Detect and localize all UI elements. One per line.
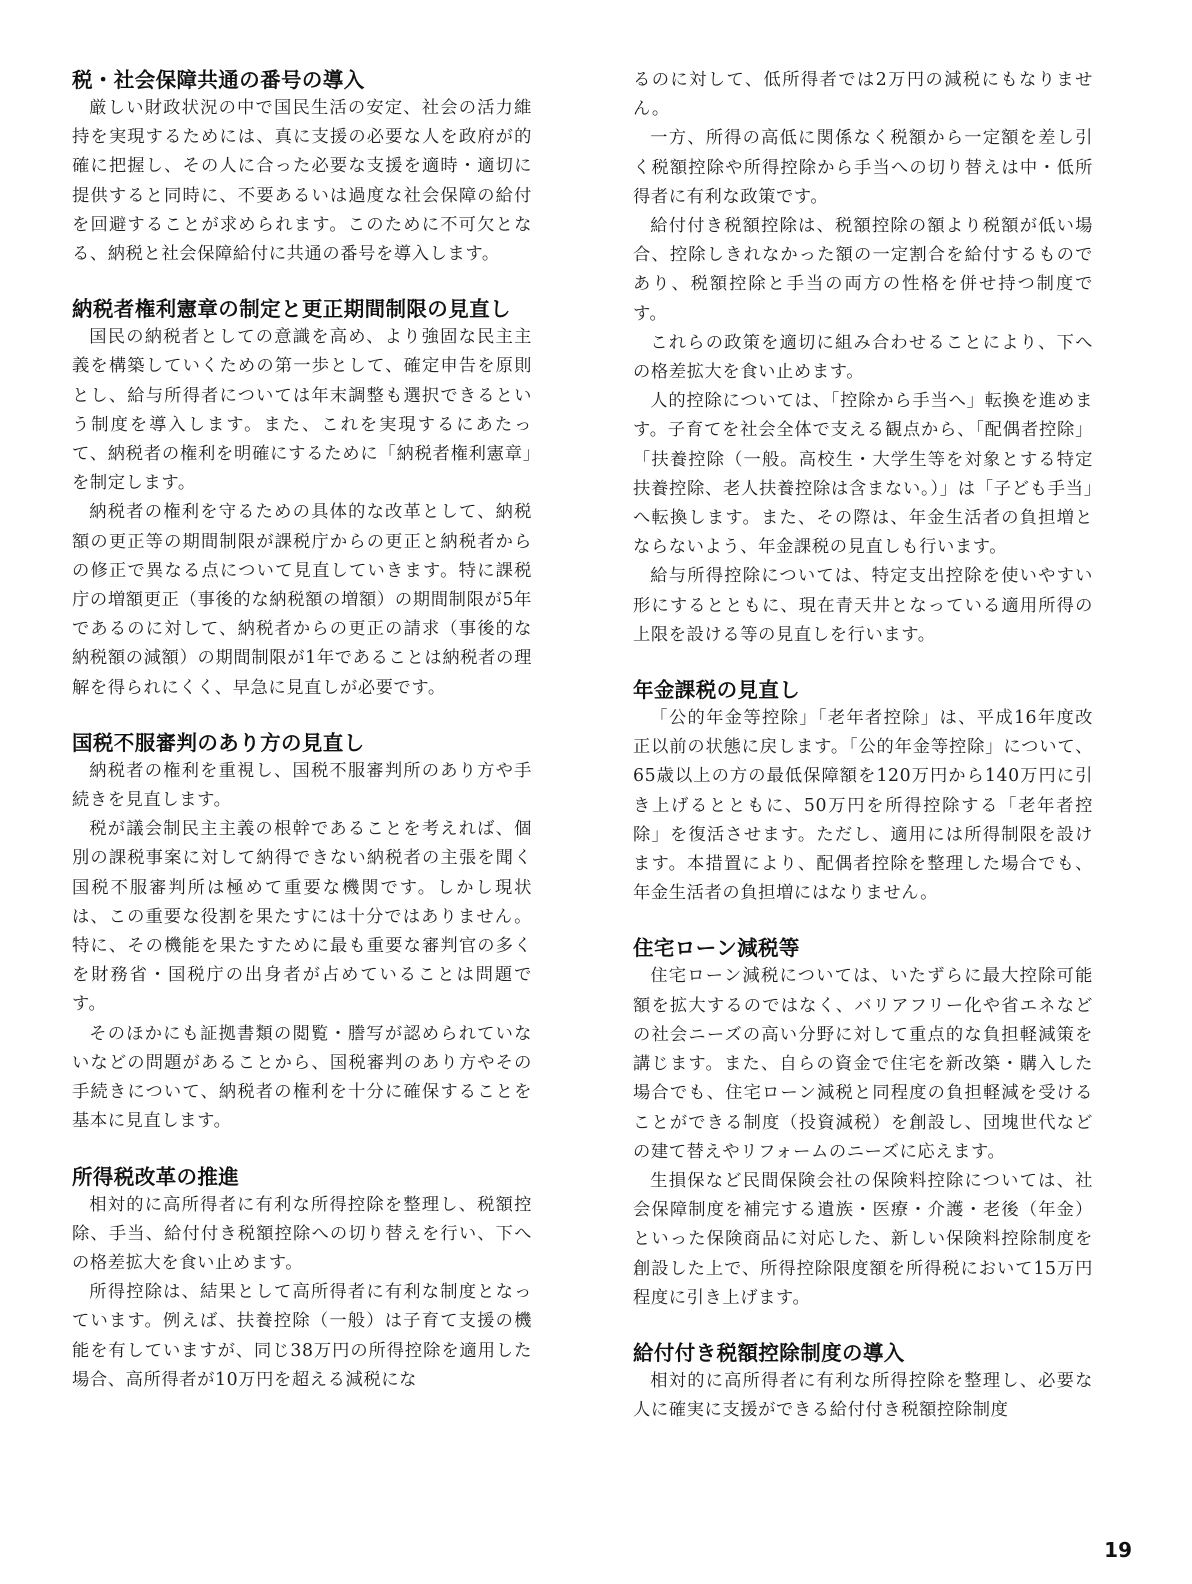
body-paragraph: 納税者の権利を守るための具体的な改革として、納税額の更正等の期間制限が課税庁からの更正と納税者からの修正で異なる点について見直していきます。特に課税庁の増額更正（事後的な納税額の増額）の期間制限が5年であるのに対して、納税者からの更正の請求（事後的な納税額の減額）の期間制限が1年であることは納税者の理解を得られにくく、早急に見直しが必要です。 xyxy=(72,502,532,698)
body-paragraph: 納税者の権利を重視し、国税不服審判所のあり方や手続きを見直します。 xyxy=(72,760,532,811)
body-paragraph: 厳しい財政状況の中で国民生活の安定、社会の活力維持を実現するためには、真に支援の必要な人を政府が的確に把握し、その人に合った必要な支援を適時・適切に提供すると同時に、不要あるいは過度な社会保障の給付を回避することが求められます。このために不可欠となる、納税と社会保障給付に共通の番号を導入します。 xyxy=(72,98,532,265)
article-section xyxy=(72,66,532,269)
section-heading: 所得税改革の推進 xyxy=(72,1164,240,1189)
section-heading: 国税不服審判のあり方の見直し xyxy=(72,730,365,755)
article-section xyxy=(72,729,532,1137)
article-section xyxy=(72,1163,532,1395)
article-section xyxy=(633,676,1093,908)
body-paragraph: 一方、所得の高低に関係なく税額から一定額を差し引く税額控除や所得控除から手当への切り替えは中・低所得者に有利な政策です。 xyxy=(633,128,1093,207)
body-paragraph: 国民の納税者としての意識を高め、より強固な民主主義を構築していくための第一歩として、確定申告を原則とし、給与所得者については年末調整も選択できるという制度を導入します。また、これを実現するにあたって、納税者の権利を明確にするために「納税者権利憲章」を制定します。 xyxy=(72,327,532,494)
body-paragraph: 生損保など民間保険会社の保険料控除については、社会保障制度を補完する遺族・医療・介護・老後（年金）といった保険商品に対応した、新しい保険料控除制度を創設した上で、所得控除限度額を所得税において15万円程度に引き上げます。 xyxy=(633,1170,1093,1308)
body-paragraph: そのほかにも証拠書類の閲覧・謄写が認められていないなどの問題があることから、国税審判のあり方やその手続きについて、納税者の権利を十分に確保することを基本に見直します。 xyxy=(72,1023,532,1132)
right-column xyxy=(633,66,1093,1451)
section-heading: 納税者権利憲章の制定と更正期間制限の見直し xyxy=(72,297,511,322)
section-heading: 税・社会保障共通の番号の導入 xyxy=(72,68,365,92)
section-heading: 給付付き税額控除制度の導入 xyxy=(633,1340,905,1365)
left-column xyxy=(72,66,532,1421)
body-paragraph: 「公的年金等控除」「老年者控除」は、平成16年度改正以前の状態に戻します。「公的年金等控除」について、65歳以上の方の最低保障額を120万円から140万円に引き上げるとともに、50万円を所得控除する「老年者控除」を復活させます。ただし、適用には所得制限を設けます。本措置により、配偶者控除を整理した場合でも、年金生活者の負担増にはなりません。 xyxy=(633,708,1093,904)
body-paragraph: 給付付き税額控除は、税額控除の額より税額が低い場合、控除しきれなかった額の一定割合を給付するものであり、税額控除と手当の両方の性格を併せ持つ制度です。 xyxy=(633,216,1093,324)
body-paragraph: 給与所得控除については、特定支出控除を使いやすい形にするとともに、現在青天井となっている適用所得の上限を設ける等の見直しを行います。 xyxy=(633,566,1093,645)
body-paragraph: これらの政策を適切に組み合わせることにより、下への格差拡大を食い止めます。 xyxy=(633,332,1093,383)
body-paragraph: 税が議会制民主主義の根幹であることを考えれば、個別の課税事案に対して納得できない納税者の主張を聞く国税不服審判所は極めて重要な機関です。しかし現状は、この重要な役割を果たすには十分ではありません。特に、その機能を果たすために最も重要な審判官の多くを財務省・国税庁の出身者が占めていることは問題です。 xyxy=(72,819,532,1015)
article-section xyxy=(72,295,532,703)
body-paragraph: 所得控除は、結果として高所得者に有利な制度となっています。例えば、扶養控除（一般）は子育て支援の機能を有していますが、同じ38万円の所得控除を適用した場合、高所得者が10万円を超える減税にな xyxy=(72,1282,532,1390)
body-paragraph: 住宅ローン減税については、いたずらに最大控除可能額を拡大するのではなく、バリアフリー化や省エネなどの社会ニーズの高い分野に対して重点的な負担軽減策を講じます。また、自らの資金で住宅を新改築・購入した場合でも、住宅ローン減税と同程度の負担軽減を受けることができる制度（投資減税）を創設し、団塊世代などの建て替えやリフォームのニーズに応えます。 xyxy=(633,966,1093,1162)
section-heading: 住宅ローン減税等 xyxy=(633,936,800,961)
body-paragraph: るのに対して、低所得者では2万円の減税にもなりません。 xyxy=(633,70,1093,120)
body-paragraph: 相対的に高所得者に有利な所得控除を整理し、必要な人に確実に支援ができる給付付き税額控除制度 xyxy=(633,1370,1093,1421)
page-number: 19 xyxy=(1104,1538,1132,1562)
body-paragraph: 人的控除については、「控除から手当へ」転換を進めます。子育てを社会全体で支える観点から、「配偶者控除」「扶養控除（一般。高校生・大学生等を対象とする特定扶養控除、老人扶養控除は含まない。）」は「子ども手当」へ転換します。また、その際は、年金生活者の負担増とならないよう、年金課税の見直しも行います。 xyxy=(633,391,1093,558)
section-heading: 年金課税の見直し xyxy=(633,678,801,703)
body-paragraph: 相対的に高所得者に有利な所得控除を整理し、税額控除、手当、給付付き税額控除への切り替えを行い、下への格差拡大を食い止めます。 xyxy=(72,1194,532,1273)
article-section xyxy=(633,66,1093,650)
article-section xyxy=(633,934,1093,1312)
article-section xyxy=(633,1339,1093,1425)
